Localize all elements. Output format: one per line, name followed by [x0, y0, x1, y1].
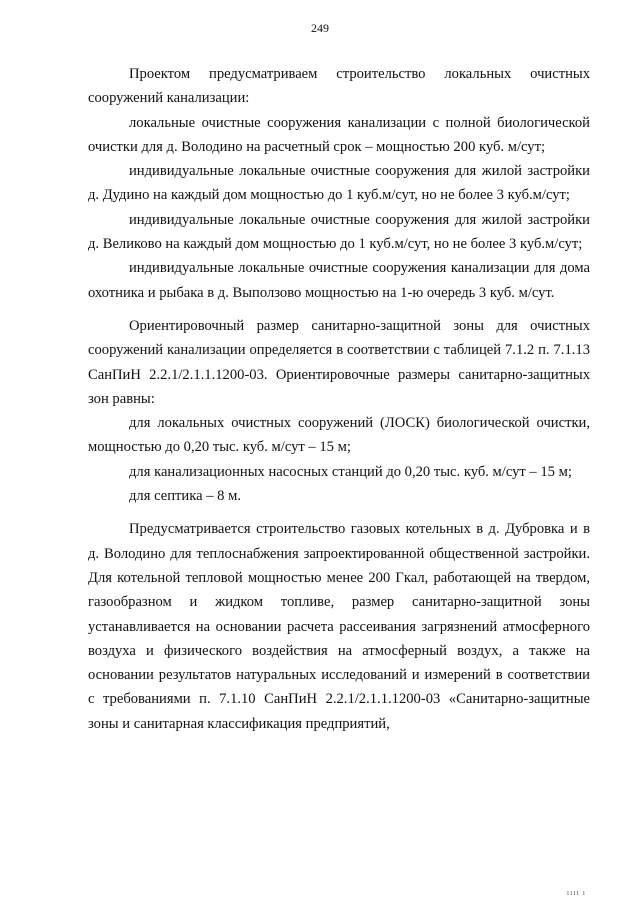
- page-number: 249: [311, 21, 329, 35]
- paragraph-sanitary-zone: Ориентировочный размер санитарно-защитной зоны для очистных сооружений канализации определяется в соответствии с таблицей 7.1.2 п. 7.1.13 СанПиН 2.2.1/2.1.1.1200-03. Ориентировочные размеры санитарно-защитных зон равны:: [88, 317, 590, 407]
- paragraph-pump-station-zone: для канализационных насосных станций до 0,20 тыс. куб. м/сут – 15 м;: [129, 463, 572, 480]
- paragraph-losk-zone: для локальных очистных сооружений (ЛОСК) биологической очистки, мощностью до 0,20 тыс. куб. м/сут – 15 м;: [88, 415, 590, 456]
- paragraph-dudino-treatment: индивидуальные локальные очистные сооружения для жилой застройки д. Дудино на каждый дом мощностью до 1 куб.м/сут, но не более 3 куб.м/сут;: [88, 163, 590, 204]
- paragraph-vypolzovo-treatment: индивидуальные локальные очистные сооружения канализации для дома охотника и рыбака в д. Выползово мощностью на 1-ю очередь 3 куб. м/сут.: [88, 260, 590, 301]
- paragraph-velikovo-treatment: индивидуальные локальные очистные сооружения для жилой застройки д. Великово на каждый дом мощностью до 1 куб.м/сут, но не более 3 куб.м/сут;: [88, 211, 590, 253]
- scan-mark: ıııı ı: [566, 888, 586, 897]
- paragraph-boiler-houses: Предусматривается строительство газовых котельных в д. Дубровка и в д. Володино для теплоснабжения запроектированной общественной застройки. Для котельной тепловой мощностью менее 200 Гкал, работающей на твердом, газообразном и жидком топливе, размер санитарно-защитной зоны устанавливается на основании расчета рассеивания загрязнений атмосферного воздуха и физического воздействия на атмосферный воздух, а также на основании результатов натуральных исследований и измерений в соответствии с требованиями п. 7.1.10 СанПиН 2.2.1/2.1.1.1200-03 «Санитарно-защитные зоны и санитарная классификация предприятий,: [88, 521, 590, 732]
- paragraph-volodino-treatment: локальные очистные сооружения канализации с полной биологической очистки для д. Володино на расчетный срок – мощностью 200 куб. м/сут;: [88, 114, 590, 155]
- document-body: [88, 62, 590, 736]
- paragraph-septic-zone: для септика – 8 м.: [129, 488, 241, 505]
- paragraph-intro: Проектом предусматриваем строительство локальных очистных сооружений канализации:: [88, 66, 590, 107]
